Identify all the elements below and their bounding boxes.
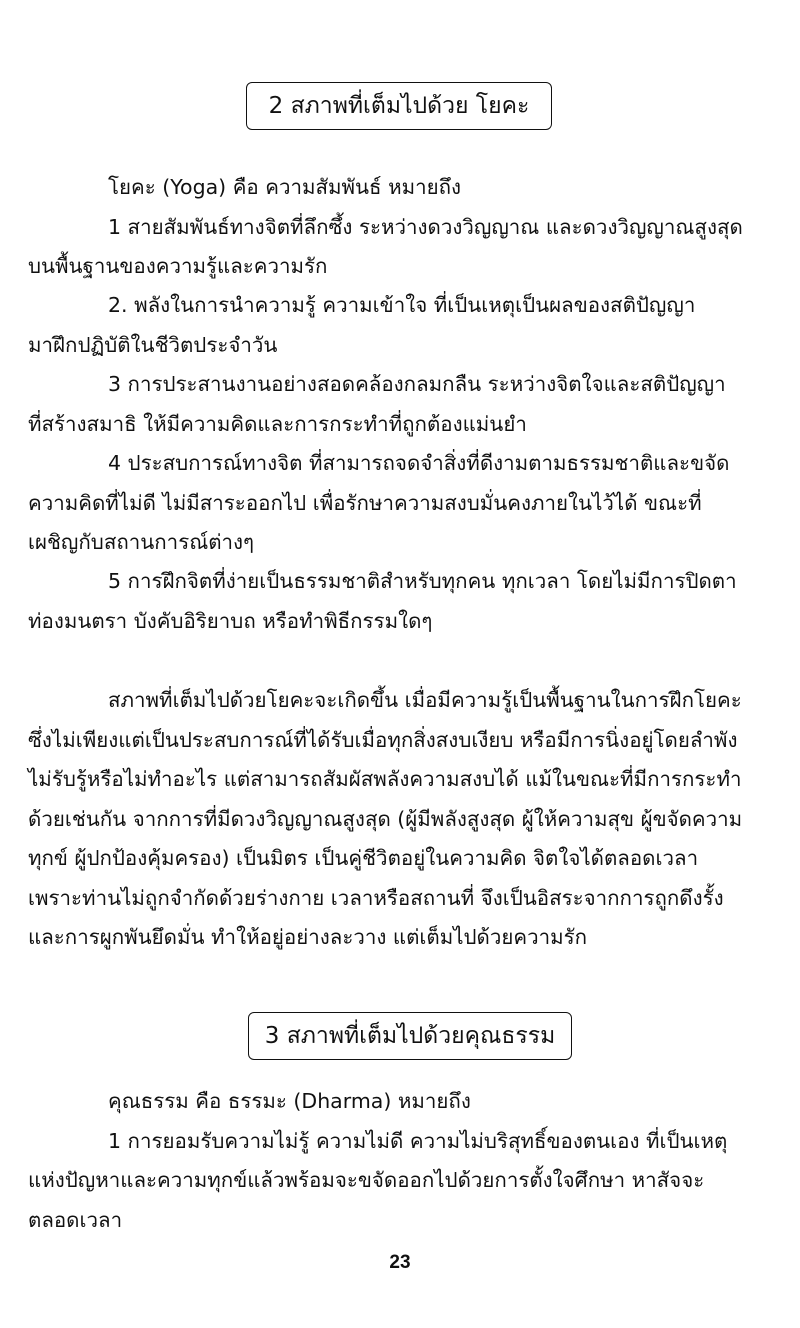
yoga-item-1-line-2: บนพื้นฐานของความรู้และความรัก — [28, 254, 328, 278]
section-3-intro: คุณธรรม คือ ธรรมะ (Dharma) หมายถึง — [108, 1089, 471, 1113]
page-number: 23 — [389, 1252, 411, 1273]
yoga-paragraph-line-6: เพราะท่านไม่ถูกจำกัดด้วยร่างกาย เวลาหรือสถานที่ จึงเป็นอิสระจากการถูกดึงรั้ง — [28, 886, 724, 910]
yoga-paragraph-line-3: ไม่รับรู้หรือไม่ทำอะไร แต่สามารถสัมผัสพลังความสงบได้ แม้ในขณะที่มีการกระทำ — [28, 767, 742, 791]
section-2-heading: 2 สภาพที่เต็มไปด้วย โยคะ — [246, 82, 552, 130]
yoga-item-1-line-1: 1 สายสัมพันธ์ทางจิตที่ลึกซึ้ง ระหว่างดวงวิญญาณ และดวงวิญญาณสูงสุด — [108, 215, 743, 239]
yoga-item-4-line-1: 4 ประสบการณ์ทางจิต ที่สามารถจดจำสิ่งที่ดีงามตามธรรมชาติและขจัด — [108, 451, 730, 475]
dharma-item-1-line-1: 1 การยอมรับความไม่รู้ ความไม่ดี ความไม่บริสุทธิ์ของตนเอง ที่เป็นเหตุ — [108, 1129, 728, 1153]
dharma-item-1-line-2: แห่งปัญหาและความทุกข์แล้วพร้อมจะขจัดออกไปด้วยการตั้งใจศึกษา หาสัจจะ — [28, 1168, 705, 1192]
yoga-paragraph-line-5: ทุกข์ ผู้ปกป้องคุ้มครอง) เป็นมิตร เป็นคู่ชีวิตอยู่ในความคิด จิตใจได้ตลอดเวลา — [28, 846, 699, 870]
yoga-paragraph-line-1: สภาพที่เต็มไปด้วยโยคะจะเกิดขึ้น เมื่อมีความรู้เป็นพื้นฐานในการฝึกโยคะ — [108, 688, 742, 712]
yoga-item-4-line-2: ความคิดที่ไม่ดี ไม่มีสาระออกไป เพื่อรักษาความสงบมั่นคงภายในไว้ได้ ขณะที่ — [28, 491, 702, 515]
yoga-paragraph-line-7: และการผูกพันยึดมั่น ทำให้อยู่อย่างละวาง แต่เต็มไปด้วยความรัก — [28, 925, 588, 949]
yoga-paragraph-line-2: ซึ่งไม่เพียงแต่เป็นประสบการณ์ที่ได้รับเมื่อทุกสิ่งสงบเงียบ หรือมีการนิ่งอยู่โดยลำพัง — [28, 728, 738, 752]
yoga-item-2-line-1: 2. พลังในการนำความรู้ ความเข้าใจ ที่เป็นเหตุเป็นผลของสติปัญญา — [108, 293, 696, 317]
section-2-intro: โยคะ (Yoga) คือ ความสัมพันธ์ หมายถึง — [108, 175, 462, 199]
yoga-paragraph-line-4: ด้วยเช่นกัน จากการที่มีดวงวิญญาณสูงสุด (ผู้มีพลังสูงสุด ผู้ให้ความสุข ผู้ขจัดความ — [28, 807, 743, 831]
yoga-item-4-line-3: เผชิญกับสถานการณ์ต่างๆ — [28, 530, 255, 554]
yoga-item-3-line-2: ที่สร้างสมาธิ ให้มีความคิดและการกระทำที่ถูกต้องแม่นยำ — [28, 412, 527, 436]
yoga-item-3-line-1: 3 การประสานงานอย่างสอดคล้องกลมกลืน ระหว่างจิตใจและสติปัญญา — [108, 372, 726, 396]
yoga-item-5-line-1: 5 การฝึกจิตที่ง่ายเป็นธรรมชาติสำหรับทุกคน ทุกเวลา โดยไม่มีการปิดตา — [108, 569, 737, 593]
dharma-item-1-line-3: ตลอดเวลา — [28, 1208, 123, 1232]
section-3-heading: 3 สภาพที่เต็มไปด้วยคุณธรรม — [248, 1012, 572, 1060]
yoga-item-2-line-2: มาฝึกปฏิบัติในชีวิตประจำวัน — [28, 333, 278, 357]
yoga-item-5-line-2: ท่องมนตรา บังคับอิริยาบถ หรือทำพิธีกรรมใดๆ — [28, 609, 433, 633]
